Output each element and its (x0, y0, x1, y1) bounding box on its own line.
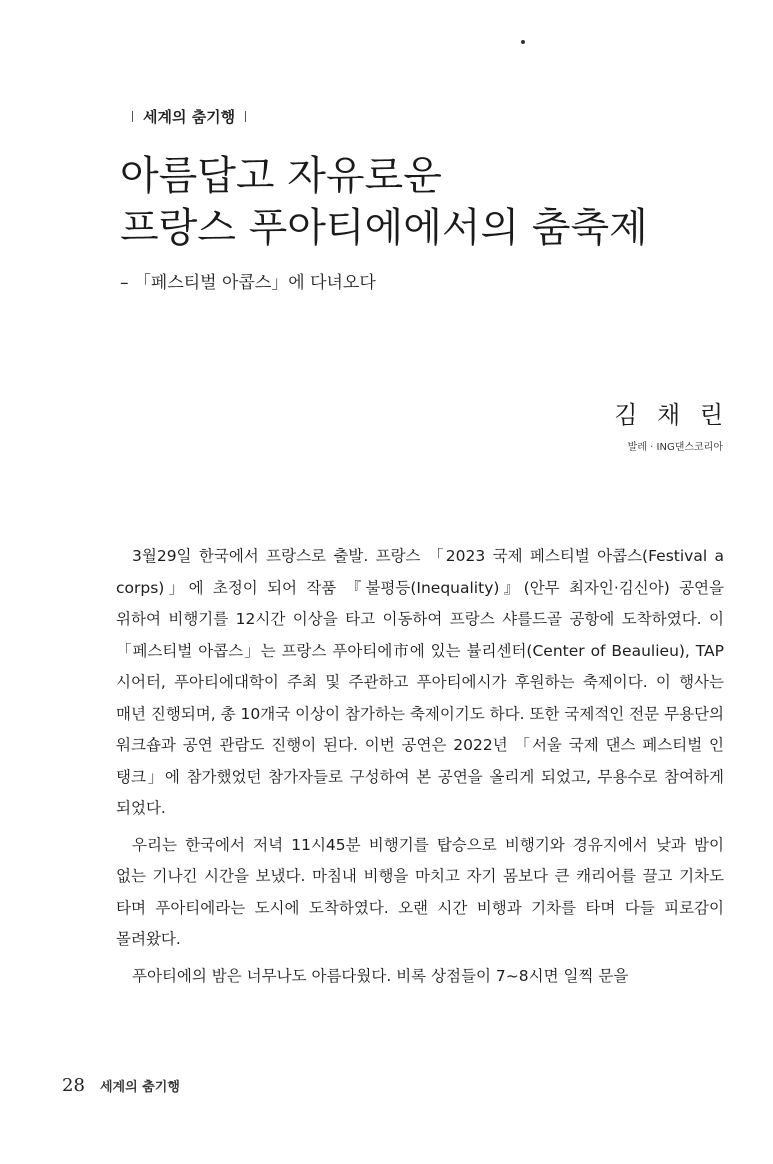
author-name: 김 채 린 (614, 401, 729, 429)
article-subtitle: – 「페스티벌 아콥스」에 다녀오다 (120, 273, 376, 293)
article-body (116, 541, 724, 997)
page-number: 28 (62, 1075, 85, 1096)
author-affiliation: 발레 · ING댄스코리아 (627, 442, 723, 453)
paragraph-2: 우리는 한국에서 저녁 11시45분 비행기를 탑승으로 비행기와 경유지에서 낮과 밤이 없는 기나긴 시간을 보냈다. 마침내 비행을 마치고 자기 몸보다 큰 캐리어를 끌고 기차도 타며 푸아티에라는 도시에 도착하였다. 오랜 시간 비행과 기차를 타며 다들 피로감이 몰려왔다. (116, 835, 724, 948)
page-footer (62, 1075, 180, 1096)
paragraph-1: 3월29일 한국에서 프랑스로 출발. 프랑스 「2023 국제 페스티벌 아콥스(Festival a corps)」에 초정이 되어 작품 『불평등(Inequality)』(안무 최자인·김신아) 공연을 위하여 비행기를 12시간 이상을 타고 이동하여 프랑스 샤를드골 공항에 도착하였다. 이 「페스티벌 아콥스」는 프랑스 푸아티에市에 있는 뷸리센터(Center of Beaulieu), TAP 시어터, 푸아티에대학이 주최 및 주관하고 푸아티에시가 후원하는 축제이다. 이 행사는 매년 진행되며, 총 10개국 이상이 참가하는 축제이기도 하다. 또한 국제적인 전문 무용단의 워크숍과 공연 관람도 진행이 된다. 이번 공연은 2022년 「서울 국제 댄스 페스티벌 인 탱크」에 참가했었던 참가자들로 구성하여 본 공연을 올리게 되었고, 무용수로 참여하게 되었다. (116, 547, 724, 817)
title-line-1: 아름답고 자유로운 (120, 153, 442, 199)
footer-section-label: 세계의 춤기행 (100, 1080, 180, 1095)
title-line-2: 프랑스 푸아티에에서의 춤축제 (120, 205, 648, 251)
paragraph-3: 푸아티에의 밤은 너무나도 아름다웠다. 비록 상점들이 7~8시면 일찍 문을 (132, 966, 629, 985)
author-block (614, 395, 729, 453)
section-header (122, 106, 256, 127)
article-title (120, 150, 648, 254)
scan-speck (521, 40, 525, 44)
divider-right (245, 111, 246, 122)
divider-left (132, 111, 133, 122)
section-label: 세계의 춤기행 (143, 108, 236, 126)
